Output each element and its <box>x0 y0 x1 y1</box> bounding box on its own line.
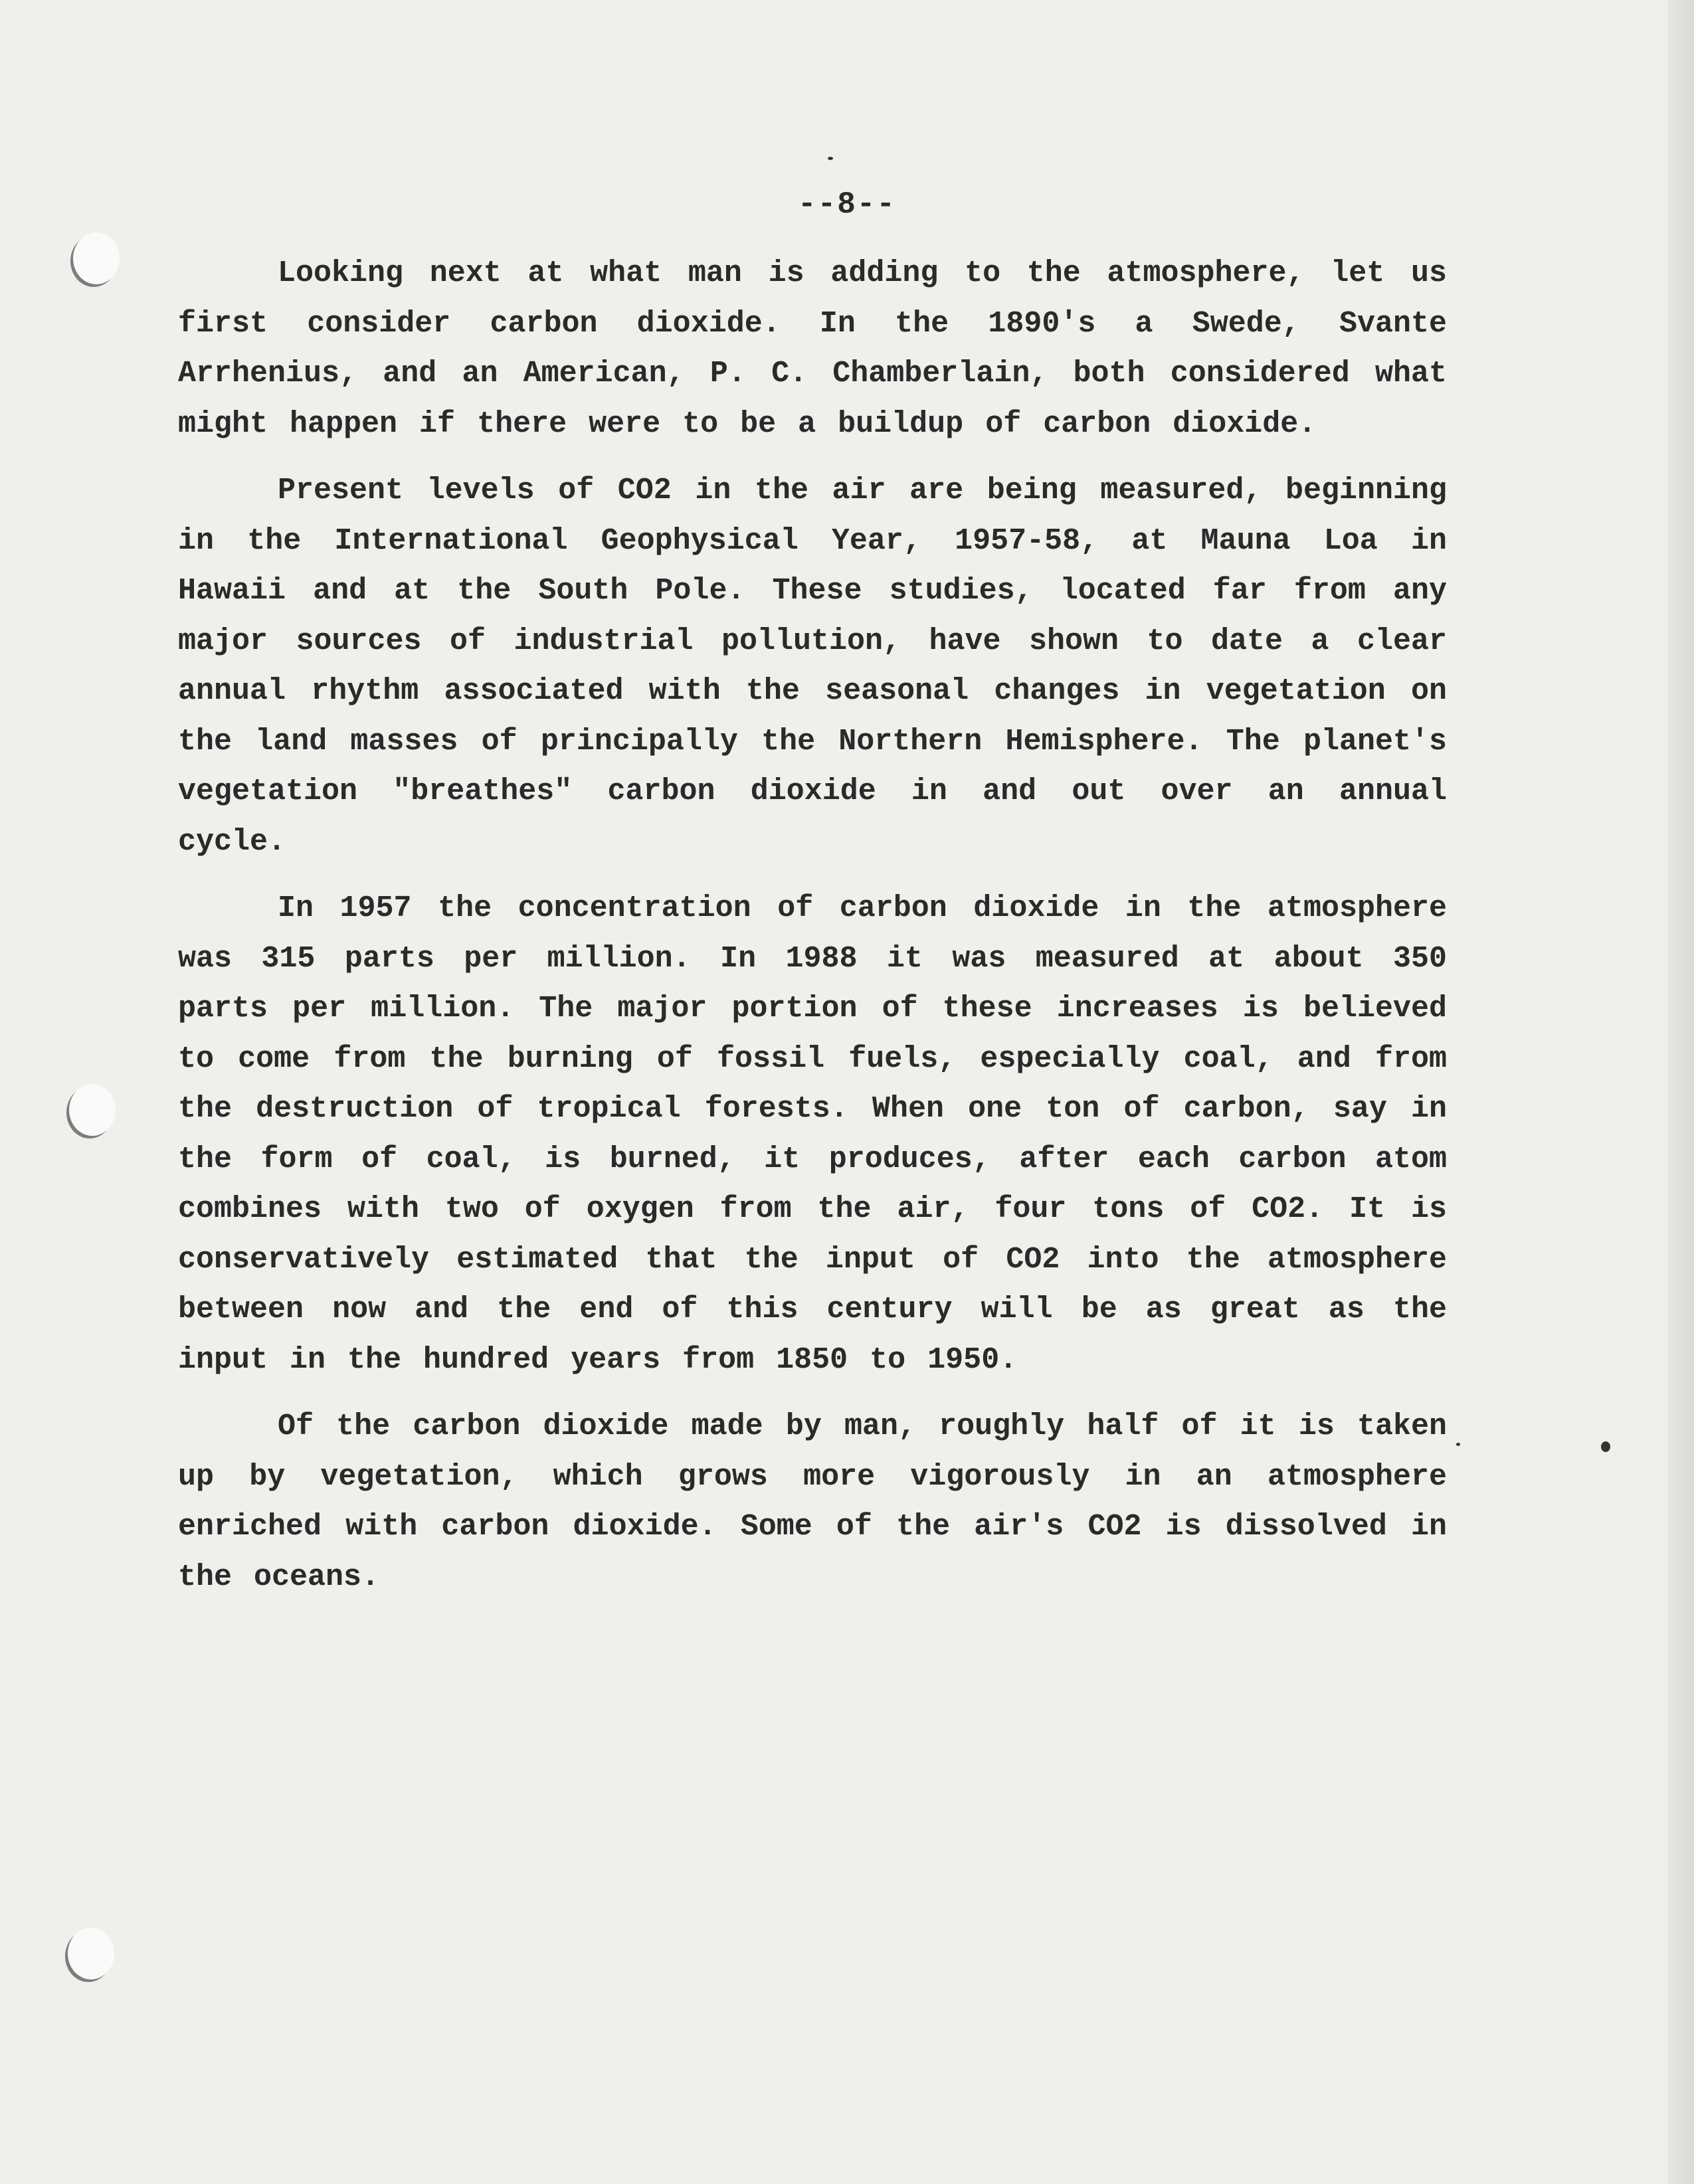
paper-speck <box>1456 1443 1460 1446</box>
paper-speck <box>828 157 833 160</box>
page-number: --8-- <box>797 187 897 222</box>
paragraph-co2-absorption: Of the carbon dioxide made by man, roughly half of it is taken up by vegetation, which grows more vigorously in an atmosphere enriched with carbon dioxide. Some of the air's CO2 is dissolved in the oceans. <box>178 1410 1447 1594</box>
punch-hole-middle <box>69 1084 116 1136</box>
punch-hole-bottom <box>68 1928 114 1979</box>
page-edge-shadow <box>1667 0 1694 2184</box>
punch-hole-top <box>73 232 120 284</box>
paragraph-co2-concentration: In 1957 the concentration of carbon dioxide in the atmosphere was 315 parts per million. In 1988 it was measured at about 350 parts per million. The major portion of these increases is believed to come from the burning of fossil fuels, especially coal, and from the destruction of tropical forests. When one ton of carbon, say in the form of coal, is burned, it produces, after each carbon atom combines with two of oxygen from the air, four tons of CO2. It is conservatively estimated that the input of CO2 into the atmosphere between now and the end of this century will be as great as the input in the hundred years from 1850 to 1950. <box>178 891 1447 1377</box>
document-body <box>178 248 1447 1619</box>
paragraph-carbon-dioxide-intro: Looking next at what man is adding to the atmosphere, let us first consider carbon dioxide. In the 1890's a Swede, Svante Arrhenius, and an American, P. C. Chamberlain, both considered what might happen if there were to be a buildup of carbon dioxide. <box>178 256 1447 441</box>
paragraph-co2-measurements: Present levels of CO2 in the air are being measured, beginning in the International Geophysical Year, 1957-58, at Mauna Loa in Hawaii and at the South Pole. These studies, located far from any major sources of industrial pollution, have shown to date a clear annual rhythm associated with the seasonal changes in vegetation on the land masses of principally the Northern Hemisphere. The planet's vegetation "breathes" carbon dioxide in and out over an annual cycle. <box>178 474 1447 859</box>
paper-speck <box>1601 1441 1610 1452</box>
